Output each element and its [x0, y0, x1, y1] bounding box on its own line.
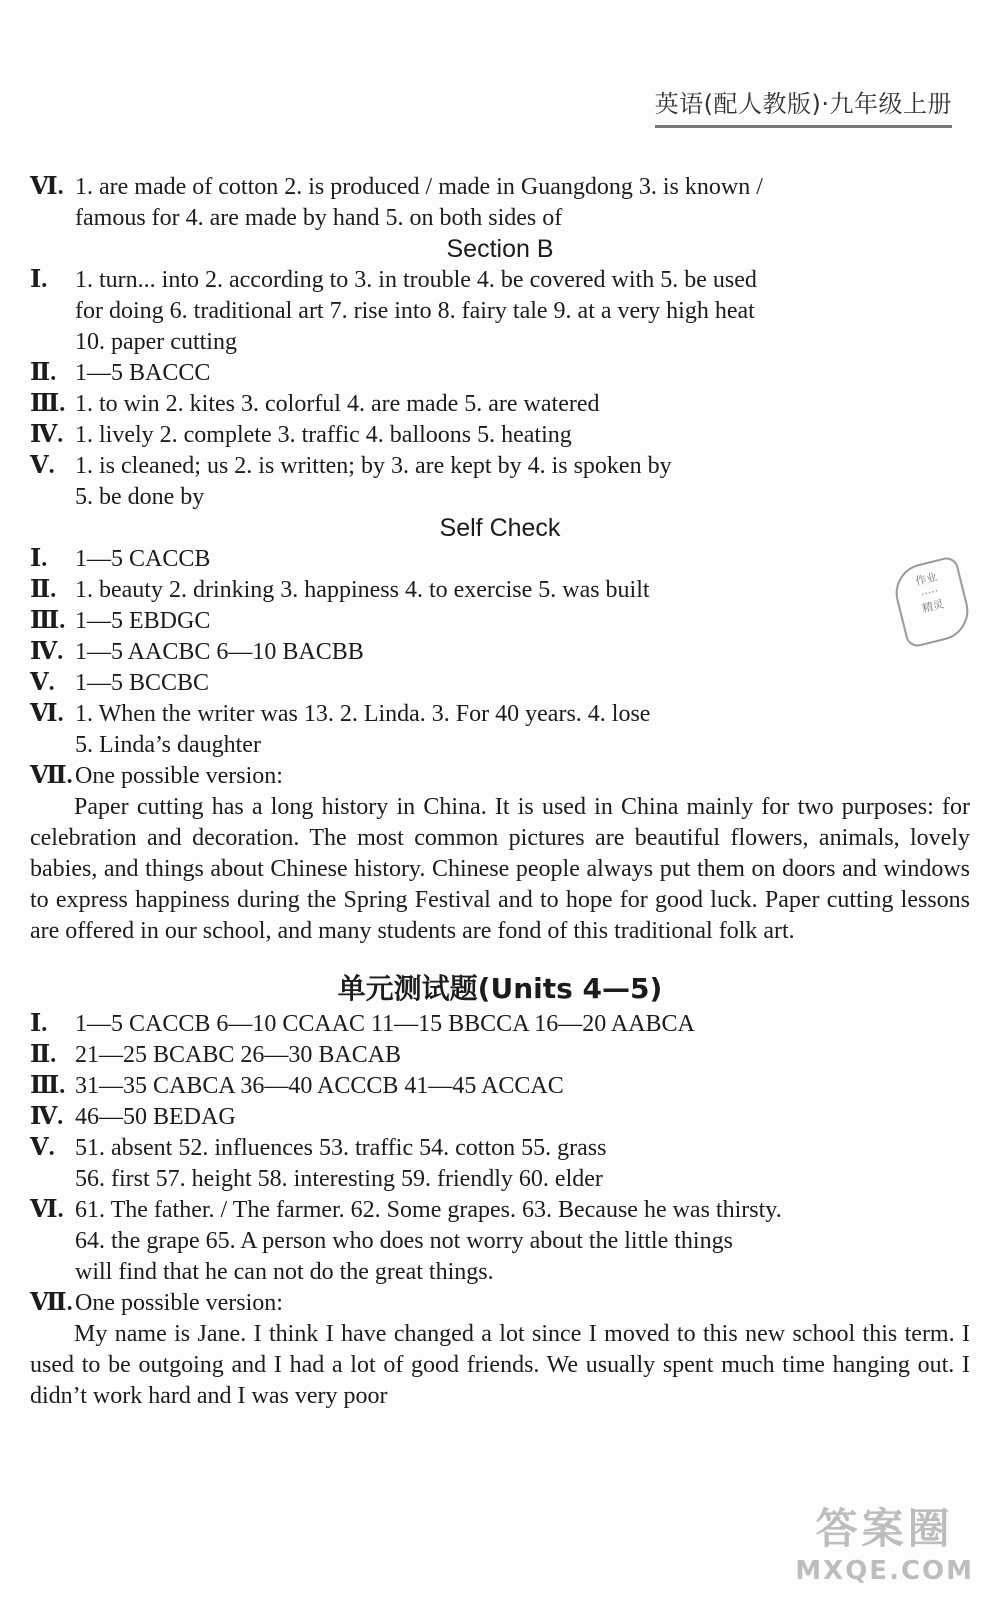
item-number: Ⅱ. — [30, 360, 57, 386]
answer-line: 1—5 CACCB 6—10 CCAAC 11—15 BBCCA 16—20 AABCA — [75, 1011, 695, 1037]
item-number: Ⅶ. — [30, 1290, 73, 1316]
unit-test-item-3 — [30, 1071, 970, 1102]
item-number: Ⅱ. — [30, 1042, 57, 1068]
answer-line: for doing 6. traditional art 7. rise into 8. fairy tale 9. at a very high heat — [75, 298, 755, 324]
answer-line: 1—5 BACCC — [75, 360, 211, 386]
answer-line: 1. are made of cotton 2. is produced / made in Guangdong 3. is known / — [75, 174, 763, 200]
unit-test-item-7 — [30, 1288, 970, 1319]
stamp-seal-icon: 作业 ····· 精灵 — [889, 555, 974, 649]
item-number: Ⅲ. — [30, 391, 66, 417]
section-b-item-1 — [30, 265, 970, 358]
answer-content — [30, 172, 970, 1412]
item-number: Ⅳ. — [30, 422, 64, 448]
self-check-item-7 — [30, 761, 970, 792]
answer-line: One possible version: — [75, 763, 283, 789]
answer-line: 1. turn... into 2. according to 3. in trouble 4. be covered with 5. be used — [75, 267, 757, 293]
answer-line: 21—25 BCABC 26—30 BACAB — [75, 1042, 402, 1068]
item-number: Ⅰ. — [30, 1011, 48, 1037]
answer-line: 51. absent 52. influences 53. traffic 54. cotton 55. grass — [75, 1135, 607, 1161]
self-check-item-2 — [30, 575, 970, 606]
answer-line: 5. be done by — [75, 484, 205, 510]
answer-line: 31—35 CABCA 36—40 ACCCB 41—45 ACCAC — [75, 1073, 564, 1099]
section-b-title: Section B — [446, 235, 554, 263]
section-b-item-5 — [30, 451, 970, 513]
self-check-item-4 — [30, 637, 970, 668]
self-check-item-3 — [30, 606, 970, 637]
item-number: Ⅲ. — [30, 608, 66, 634]
unit-test-item-1 — [30, 1009, 970, 1040]
item-number: Ⅴ. — [30, 453, 55, 479]
section-b-item-4 — [30, 420, 970, 451]
answer-line: 64. the grape 65. A person who does not worry about the little things — [75, 1228, 733, 1254]
answer-line: One possible version: — [75, 1290, 283, 1316]
unit-test-item-4 — [30, 1102, 970, 1133]
watermark-top-text: 答案圈 — [815, 1504, 954, 1553]
self-check-item-1 — [30, 544, 970, 575]
item-number: Ⅵ. — [30, 1197, 64, 1223]
section-b-item-2 — [30, 358, 970, 389]
item-number: Ⅰ. — [30, 267, 48, 293]
item-number: Ⅱ. — [30, 577, 57, 603]
answer-line: 1—5 CACCB — [75, 546, 211, 572]
site-watermark-logo — [795, 1496, 974, 1586]
item-number: Ⅵ. — [30, 701, 64, 727]
answer-line: 61. The father. / The farmer. 62. Some grapes. 63. Because he was thirsty. — [75, 1197, 782, 1223]
answer-line: 1—5 AACBC 6—10 BACBB — [75, 639, 364, 665]
unit-test-item-5 — [30, 1133, 970, 1195]
unit-test-title: 单元测试题(Units 4—5) — [337, 972, 663, 1005]
answer-line: 1. to win 2. kites 3. colorful 4. are made 5. are watered — [75, 391, 600, 417]
answer-line: 1. is cleaned; us 2. is written; by 3. are kept by 4. is spoken by — [75, 453, 672, 479]
answer-line: 1—5 BCCBC — [75, 670, 210, 696]
answer-line: 5. Linda’s daughter — [75, 732, 261, 758]
answer-line: 56. first 57. height 58. interesting 59. friendly 60. elder — [75, 1166, 603, 1192]
self-check-essay: Paper cutting has a long history in China. It is used in China mainly for two purposes: for celebration and decoration. The most common pictures are beautiful flowers, animals, lovely babies, and things about Chinese history. Chinese people always put them on doors and windows to express happiness during the Spring Festival and to hope for good luck. Paper cutting lessons are offered in our school, and many students are fond of this traditional folk art. — [30, 794, 970, 944]
answer-line: 1—5 EBDGC — [75, 608, 211, 634]
answer-line: 10. paper cutting — [75, 329, 237, 355]
item-number: Ⅳ. — [30, 639, 64, 665]
item-number: Ⅰ. — [30, 546, 48, 572]
self-check-item-6 — [30, 699, 970, 761]
section-a-item-6 — [30, 172, 970, 234]
answer-line: 1. beauty 2. drinking 3. happiness 4. to exercise 5. was built — [75, 577, 650, 603]
answer-line: 1. lively 2. complete 3. traffic 4. balloons 5. heating — [75, 422, 572, 448]
item-number: Ⅴ. — [30, 1135, 55, 1161]
self-check-item-5 — [30, 668, 970, 699]
watermark-bottom-text: MXQE.COM — [795, 1556, 974, 1586]
answer-line: famous for 4. are made by hand 5. on both sides of — [75, 205, 563, 231]
self-check-title: Self Check — [439, 514, 561, 542]
answer-line: 46—50 BEDAG — [75, 1104, 236, 1130]
page-header: 英语(配人教版)·九年级上册 — [655, 84, 952, 128]
answer-line: will find that he can not do the great things. — [75, 1259, 494, 1285]
section-b-item-3 — [30, 389, 970, 420]
item-number: Ⅴ. — [30, 670, 55, 696]
item-number: Ⅵ. — [30, 174, 64, 200]
item-number: Ⅳ. — [30, 1104, 64, 1130]
unit-test-item-6 — [30, 1195, 970, 1288]
unit-test-essay: My name is Jane. I think I have changed a lot since I moved to this new school this term. I used to be outgoing and I had a lot of good friends. We usually spent much time hanging out. I didn’t work hard and I was very poor — [30, 1321, 970, 1409]
item-number: Ⅲ. — [30, 1073, 66, 1099]
item-number: Ⅶ. — [30, 763, 73, 789]
unit-test-item-2 — [30, 1040, 970, 1071]
answer-line: 1. When the writer was 13. 2. Linda. 3. For 40 years. 4. lose — [75, 701, 651, 727]
